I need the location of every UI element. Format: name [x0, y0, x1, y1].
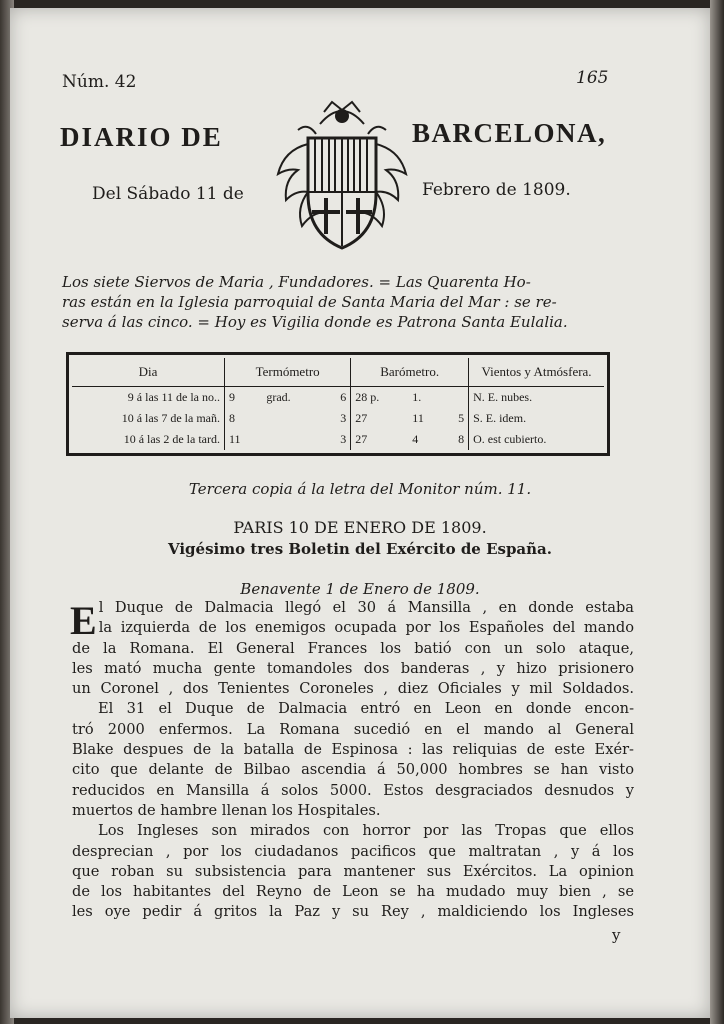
col-header-barometro: Barómetro.: [351, 358, 469, 387]
cell-viento: N. E. nubes.: [473, 390, 533, 405]
body-line: desprecian , por los ciudadanos pacificos que maltratan , y á los: [72, 842, 634, 860]
body-line: Los Ingleses son mirados con horror por las Tropas que ellos: [98, 822, 634, 840]
cell-baro: 4: [412, 432, 419, 446]
body-line: que roban su subsistencia para mantener sus Exércitos. La opinion: [72, 862, 634, 880]
cell-baro: 27: [355, 432, 368, 446]
cell-baro: 27: [355, 411, 368, 426]
page-number: 165: [576, 68, 609, 88]
cell-dia: 9 á las 11 de la no..: [72, 387, 225, 409]
religious-notice: [62, 272, 622, 332]
masthead-title-left: DIARIO DE: [60, 122, 223, 152]
body-line: El 31 el Duque de Dalmacia entró en Leon en donde encon-: [98, 700, 634, 718]
cell-termo-unit: [262, 429, 323, 450]
table-row: [72, 429, 604, 450]
date-left: Del Sábado 11 de: [92, 184, 244, 204]
cell-baro: 5: [443, 408, 469, 429]
table-row: [72, 408, 604, 429]
article-subheading: Vigésimo tres Boletin del Exército de España.: [167, 540, 553, 558]
notice-line: serva á las cinco. = Hoy es Vigilia donde es Patrona Santa Eulalia.: [62, 313, 568, 331]
cell-baro: 8: [443, 429, 469, 450]
notice-line: Los siete Siervos de Maria , Fundadores. = Las Quarenta Ho-: [62, 273, 531, 291]
newspaper-page: [10, 8, 710, 1018]
cell-termo-frac: 3: [323, 408, 350, 429]
cell-termo-frac: 3: [323, 429, 350, 450]
body-line: reducidos en Mansilla á solos 5000. Estos desgraciados desnudos y: [72, 781, 634, 799]
body-line: la izquierda de los enemigos ocupada por los Españoles del mando: [98, 619, 634, 637]
cell-termo-frac: 6: [323, 387, 350, 409]
cell-viento: S. E. idem.: [473, 411, 527, 426]
issue-number: Núm. 42: [62, 72, 137, 92]
cell-viento: O. est cubierto.: [473, 432, 547, 446]
body-line: les mató mucha gente tomandoles dos banderas , y hizo prisionero: [72, 659, 634, 677]
body-line: cito que delante de Bilbao ascendia á 50,000 hombres se han visto: [72, 761, 634, 779]
article-dateline-heading: PARIS 10 DE ENERO DE 1809.: [233, 518, 487, 537]
body-line: Blake despues de la batalla de Espinosa : las reliquias de este Exér-: [72, 741, 634, 759]
col-header-termometro: Termómetro: [225, 358, 351, 387]
cell-dia: 10 á las 2 de la tard.: [72, 429, 225, 450]
cell-termo-unit: grad.: [266, 390, 291, 405]
notice-line: ras están en la Iglesia parroquial de Santa Maria del Mar : se re-: [62, 293, 557, 311]
catchword: y: [612, 926, 621, 944]
article-body: [72, 598, 634, 923]
body-line: de los habitantes del Reyno de Leon se ha mudado muy bien , se: [72, 883, 634, 901]
cell-termo-unit: [262, 408, 323, 429]
body-line: tró 2000 enfermos. La Romana sucedió en el mando al General: [72, 720, 634, 738]
cell-termo: 11: [229, 432, 241, 446]
page-edge: [710, 0, 724, 1024]
weather-table: [66, 352, 610, 456]
article-source: Tercera copia á la letra del Monitor núm. 11.: [188, 480, 532, 498]
article-place-date: Benavente 1 de Enero de 1809.: [240, 580, 480, 598]
body-line: de la Romana. El General Frances los batió con un solo ataque,: [72, 639, 634, 657]
drop-cap: E: [70, 598, 97, 643]
cell-baro: 11: [412, 411, 424, 426]
date-right: Febrero de 1809.: [422, 180, 571, 200]
coat-of-arms-icon: [268, 94, 416, 258]
cell-dia: 10 á las 7 de la mañ.: [72, 408, 225, 429]
table-row: [72, 387, 604, 409]
cell-baro: 1.: [412, 390, 422, 405]
cell-baro: [443, 387, 469, 409]
cell-termo: 8: [229, 411, 235, 426]
body-line: les oye pedir á gritos la Paz y su Rey , maldiciendo los Ingleses: [72, 903, 634, 921]
col-header-dia: Dia: [72, 358, 225, 387]
col-header-vientos: Vientos y Atmósfera.: [469, 358, 604, 387]
cell-baro: 28 p.: [355, 390, 380, 405]
cell-termo: 9: [229, 390, 235, 405]
body-line: muertos de hambre llenan los Hospitales.: [72, 801, 381, 819]
masthead-title-right: BARCELONA,: [412, 118, 607, 148]
body-line: un Coronel , dos Tenientes Coroneles , diez Oficiales y mil Soldados.: [72, 680, 634, 698]
body-line: l Duque de Dalmacia llegó el 30 á Mansilla , en donde estaba: [98, 599, 634, 616]
